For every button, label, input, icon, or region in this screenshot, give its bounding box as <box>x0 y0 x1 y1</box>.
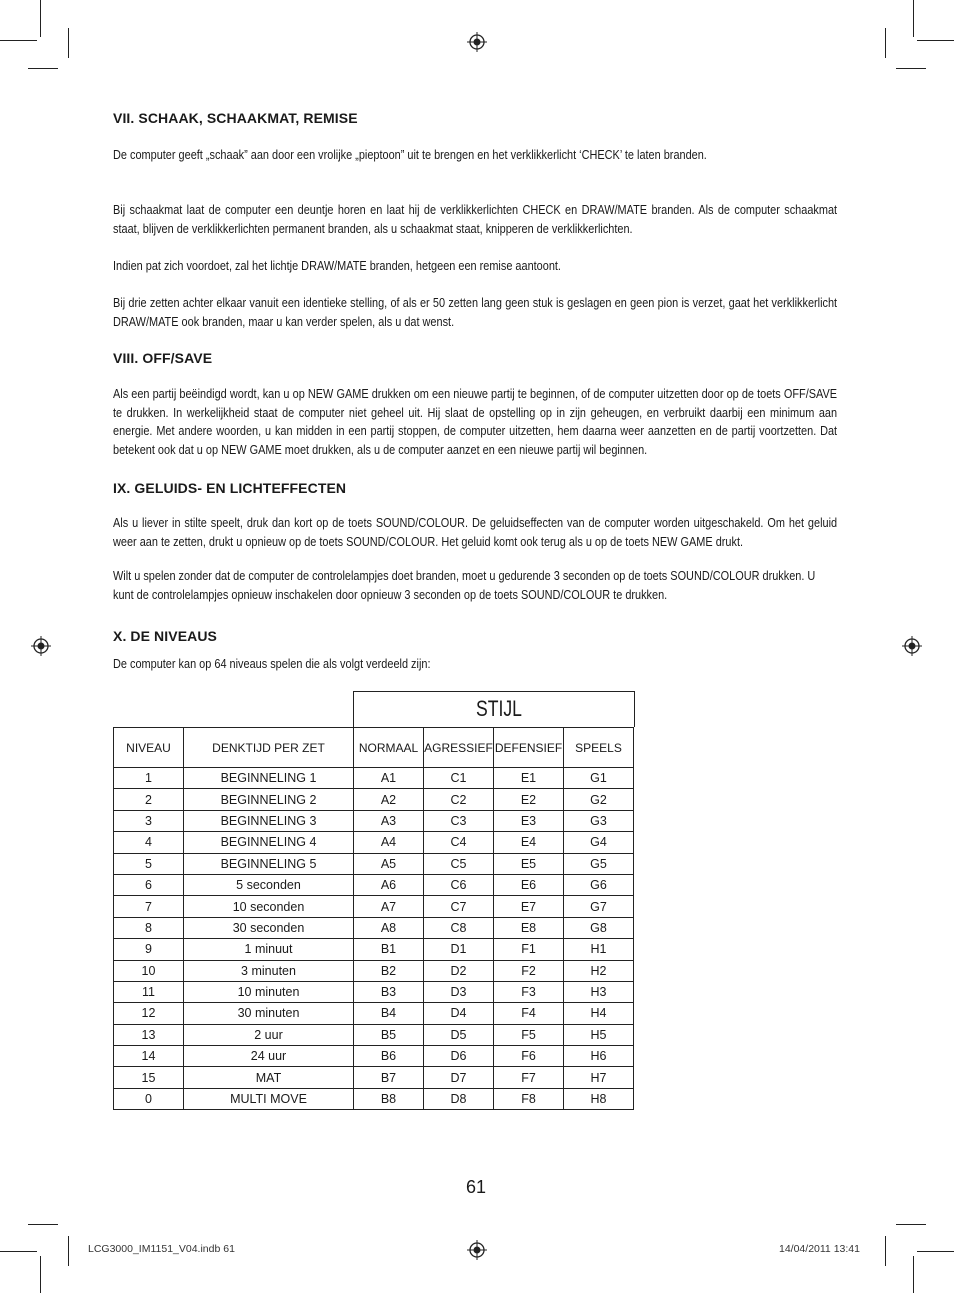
table-cell: F3 <box>494 981 564 1002</box>
table-row <box>114 832 634 853</box>
table-cell: H4 <box>564 1003 634 1024</box>
table-cell: B1 <box>354 939 424 960</box>
table-cell: A8 <box>354 917 424 938</box>
table-cell: A5 <box>354 853 424 874</box>
footer-timestamp: 14/04/2011 13:41 <box>779 1243 860 1255</box>
table-cell: C6 <box>424 874 494 895</box>
table-cell: F6 <box>494 1046 564 1067</box>
table-cell: C8 <box>424 917 494 938</box>
table-cell: 7 <box>114 896 184 917</box>
table-cell: 2 uur <box>184 1024 354 1045</box>
table-cell: B4 <box>354 1003 424 1024</box>
table-row <box>114 810 634 831</box>
table-cell: F1 <box>494 939 564 960</box>
table-cell: D1 <box>424 939 494 960</box>
column-header: SPEELS <box>564 728 634 768</box>
crop-mark <box>885 28 886 58</box>
table-row <box>114 1046 634 1067</box>
table-cell: A1 <box>354 768 424 789</box>
column-header: DENKTIJD PER ZET <box>184 728 354 768</box>
table-cell: B6 <box>354 1046 424 1067</box>
table-cell: F2 <box>494 960 564 981</box>
table-cell: 24 uur <box>184 1046 354 1067</box>
table-row <box>114 960 634 981</box>
table-cell: E7 <box>494 896 564 917</box>
table-cell: G3 <box>564 810 634 831</box>
table-cell: H1 <box>564 939 634 960</box>
footer-file-info: LCG3000_IM1151_V04.indb 61 <box>88 1243 235 1255</box>
table-cell: E5 <box>494 853 564 874</box>
table-cell: G8 <box>564 917 634 938</box>
crop-mark <box>28 68 58 69</box>
table-cell: BEGINNELING 5 <box>184 853 354 874</box>
table-row <box>114 768 634 789</box>
table-group-header <box>353 691 635 727</box>
section-viii-paragraph-1: Als een partij beëindigd wordt, kan u op NEW GAME drukken om een nieuwe partij te beginnen, of de computer uitzetten door op de toets OFF/SAVE te drukken. In werkelijkheid staat de computer niet geheel uit. Hij slaat de opstelling op in zijn geheugen, en verbruikt daarbij een minimum aan energie. Met andere woorden, u kan midden in een partij stoppen, de computer uitzetten, hem daarna weer aanzetten en de partij voortzetten. Dat betekent ook dat u op NEW GAME moet drukken, als u de computer aanzet en een nieuwe partij wil beginnen. <box>113 386 838 457</box>
table-cell: C3 <box>424 810 494 831</box>
section-vii-paragraph-4: Bij drie zetten achter elkaar vanuit een identieke stelling, of als er 50 zetten lang geen stuk is geslagen en geen pion is verzet, gaat het verklikkerlicht DRAW/MATE ook branden, maar u kan verder spelen, als u dat wenst. <box>113 295 838 329</box>
table-row <box>114 789 634 810</box>
column-header: NIVEAU <box>114 728 184 768</box>
crop-mark <box>896 1224 926 1225</box>
section-vii-paragraph-1: De computer geeft „schaak” aan door een vrolijke „pieptoon” uit te brengen en het verklikkerlicht ‘CHECK’ te laten branden. <box>113 147 707 162</box>
table-cell: 5 seconden <box>184 874 354 895</box>
crop-mark <box>896 68 926 69</box>
table-cell: 11 <box>114 981 184 1002</box>
table-group-header-label: STIJL <box>476 696 522 721</box>
registration-mark-icon <box>31 636 51 656</box>
table-cell: C5 <box>424 853 494 874</box>
table-cell: H7 <box>564 1067 634 1088</box>
table-cell: D2 <box>424 960 494 981</box>
table-cell: 4 <box>114 832 184 853</box>
table-cell: E1 <box>494 768 564 789</box>
table-cell: BEGINNELING 2 <box>184 789 354 810</box>
table-cell: B2 <box>354 960 424 981</box>
table-cell: F5 <box>494 1024 564 1045</box>
table-cell: 3 minuten <box>184 960 354 981</box>
table-row <box>114 939 634 960</box>
registration-mark-icon <box>467 32 487 52</box>
table-cell: B5 <box>354 1024 424 1045</box>
table-cell: G7 <box>564 896 634 917</box>
table-cell: F7 <box>494 1067 564 1088</box>
table-cell: BEGINNELING 1 <box>184 768 354 789</box>
table-cell: A2 <box>354 789 424 810</box>
table-cell: D5 <box>424 1024 494 1045</box>
table-cell: F8 <box>494 1088 564 1109</box>
table-row <box>114 917 634 938</box>
section-vii-paragraph-2: Bij schaakmat laat de computer een deuntje horen en laat hij de verklikkerlichten CHECK en DRAW/MATE branden. Als de computer schaakmat staat, blijven de verklikkerlichten permanent branden, als u schaakmat staat, knipperen de verklikkerlichten. <box>113 202 838 236</box>
levels-table <box>113 727 634 1110</box>
table-cell: 14 <box>114 1046 184 1067</box>
section-ix-paragraph-2: Wilt u spelen zonder dat de computer de controlelampjes doet branden, moet u gedurende 3 seconden op de toets SOUND/COLOUR drukken. U kunt de controlelampjes opnieuw inschakelen door opnieuw 3 seconden op de toets SOUND/COLOUR te drukken. <box>113 568 816 602</box>
table-cell: 1 <box>114 768 184 789</box>
crop-mark <box>885 1236 886 1266</box>
levels-table-body <box>114 728 634 1110</box>
table-cell: H3 <box>564 981 634 1002</box>
crop-mark <box>917 1251 954 1252</box>
table-cell: 10 seconden <box>184 896 354 917</box>
crop-mark <box>0 1251 37 1252</box>
table-cell: H2 <box>564 960 634 981</box>
table-cell: 30 seconden <box>184 917 354 938</box>
table-cell: G1 <box>564 768 634 789</box>
page-number: 61 <box>466 1177 487 1197</box>
crop-mark <box>68 28 69 58</box>
section-heading-viii: VIII. OFF/SAVE <box>113 350 213 366</box>
table-cell: 10 <box>114 960 184 981</box>
crop-mark <box>40 1256 41 1293</box>
table-cell: 9 <box>114 939 184 960</box>
table-cell: D6 <box>424 1046 494 1067</box>
table-cell: D8 <box>424 1088 494 1109</box>
table-cell: 8 <box>114 917 184 938</box>
table-cell: D4 <box>424 1003 494 1024</box>
table-cell: G2 <box>564 789 634 810</box>
table-cell: 1 minuut <box>184 939 354 960</box>
section-heading-x: X. DE NIVEAUS <box>113 628 217 644</box>
table-cell: H8 <box>564 1088 634 1109</box>
crop-mark <box>917 40 954 41</box>
table-row <box>114 981 634 1002</box>
table-cell: A4 <box>354 832 424 853</box>
crop-mark <box>68 1236 69 1266</box>
table-cell: B8 <box>354 1088 424 1109</box>
table-cell: E8 <box>494 917 564 938</box>
table-cell: 12 <box>114 1003 184 1024</box>
table-cell: E6 <box>494 874 564 895</box>
table-cell: 3 <box>114 810 184 831</box>
registration-mark-icon <box>467 1240 487 1260</box>
table-cell: B3 <box>354 981 424 1002</box>
crop-mark <box>28 1224 58 1225</box>
table-cell: E3 <box>494 810 564 831</box>
table-cell: 10 minuten <box>184 981 354 1002</box>
table-cell: G6 <box>564 874 634 895</box>
table-header-row <box>114 728 634 768</box>
table-cell: E2 <box>494 789 564 810</box>
table-cell: C2 <box>424 789 494 810</box>
table-cell: G5 <box>564 853 634 874</box>
section-x-paragraph-1: De computer kan op 64 niveaus spelen die als volgt verdeeld zijn: <box>113 656 431 671</box>
table-row <box>114 1003 634 1024</box>
section-heading-ix: IX. GELUIDS- EN LICHTEFFECTEN <box>113 480 347 496</box>
table-cell: D7 <box>424 1067 494 1088</box>
table-cell: BEGINNELING 4 <box>184 832 354 853</box>
table-cell: H6 <box>564 1046 634 1067</box>
table-row <box>114 1067 634 1088</box>
section-heading-vii: VII. SCHAAK, SCHAAKMAT, REMISE <box>113 110 358 126</box>
crop-mark <box>40 0 41 37</box>
table-cell: F4 <box>494 1003 564 1024</box>
crop-mark <box>913 1256 914 1293</box>
table-cell: A6 <box>354 874 424 895</box>
table-cell: BEGINNELING 3 <box>184 810 354 831</box>
table-cell: 5 <box>114 853 184 874</box>
table-cell: A7 <box>354 896 424 917</box>
table-cell: E4 <box>494 832 564 853</box>
table-cell: B7 <box>354 1067 424 1088</box>
table-cell: 15 <box>114 1067 184 1088</box>
column-header: DEFENSIEF <box>494 728 564 768</box>
table-cell: G4 <box>564 832 634 853</box>
table-row <box>114 853 634 874</box>
table-cell: 13 <box>114 1024 184 1045</box>
column-header: NORMAAL <box>354 728 424 768</box>
registration-mark-icon <box>902 636 922 656</box>
table-cell: MULTI MOVE <box>184 1088 354 1109</box>
column-header: AGRESSIEF <box>424 728 494 768</box>
table-row <box>114 1024 634 1045</box>
table-cell: 0 <box>114 1088 184 1109</box>
crop-mark <box>0 40 37 41</box>
section-vii-paragraph-3: Indien pat zich voordoet, zal het lichtje DRAW/MATE branden, hetgeen een remise aantoont. <box>113 258 561 273</box>
table-cell: H5 <box>564 1024 634 1045</box>
table-row <box>114 874 634 895</box>
table-cell: MAT <box>184 1067 354 1088</box>
table-cell: C1 <box>424 768 494 789</box>
table-cell: D3 <box>424 981 494 1002</box>
section-ix-paragraph-1: Als u liever in stilte speelt, druk dan kort op de toets SOUND/COLOUR. De geluidseffecten van de computer worden uitgeschakeld. Om het geluid weer aan te zetten, drukt u opnieuw op de toets SOUND/COLOUR. Het geluid komt ook terug als u op de toets NEW GAME drukt. <box>113 515 838 549</box>
table-cell: 2 <box>114 789 184 810</box>
table-row <box>114 1088 634 1109</box>
crop-mark <box>913 0 914 37</box>
table-cell: A3 <box>354 810 424 831</box>
table-cell: 30 minuten <box>184 1003 354 1024</box>
table-row <box>114 896 634 917</box>
table-cell: 6 <box>114 874 184 895</box>
table-cell: C7 <box>424 896 494 917</box>
table-cell: C4 <box>424 832 494 853</box>
